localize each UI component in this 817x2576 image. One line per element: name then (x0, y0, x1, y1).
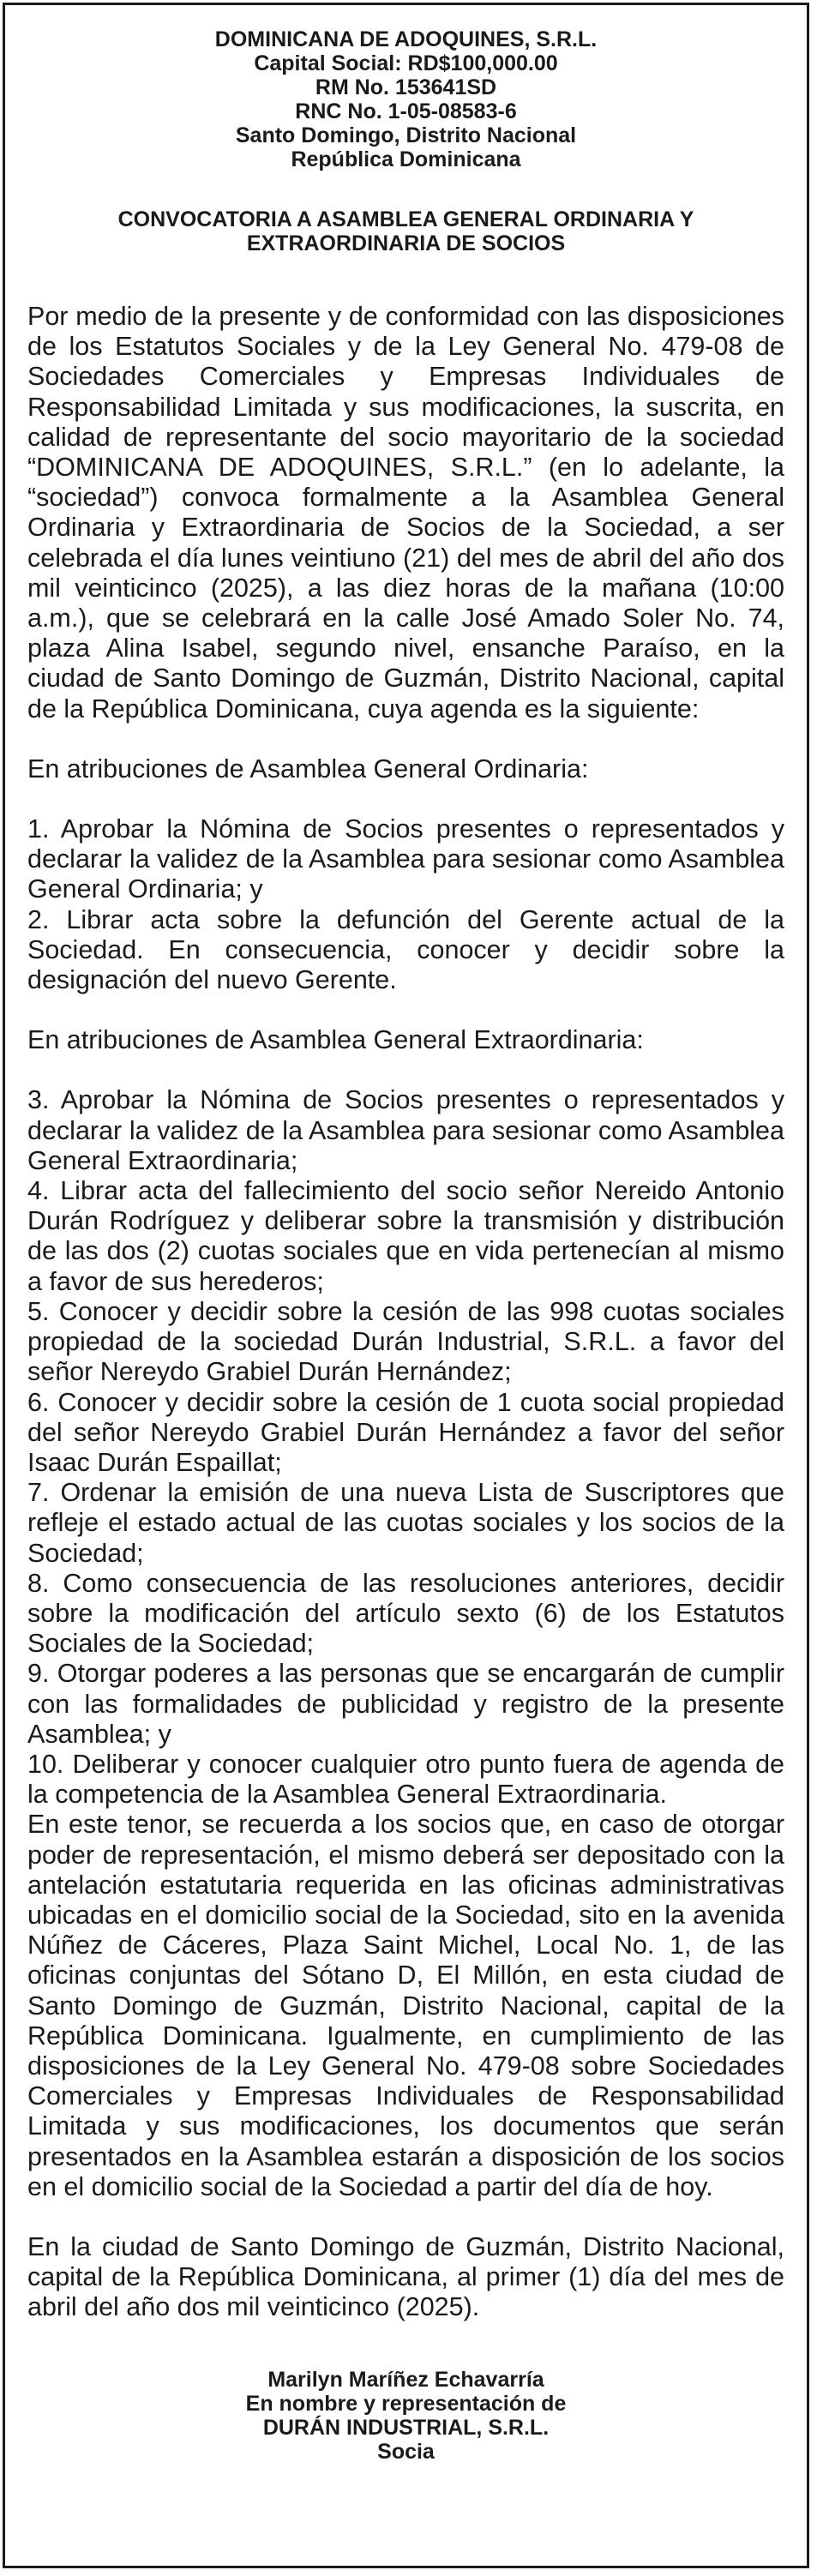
company-name: DOMINICANA DE ADOQUINES, S.R.L. (214, 27, 598, 51)
notice-frame (3, 3, 809, 2568)
signatory-company: DURÁN INDUSTRIAL, S.R.L. (262, 2415, 550, 2440)
agenda-item-3: 3. Aprobar la Nómina de Socios presentes o representados y declarar la validez de la Asamblea para sesionar como Asamblea General Extraordinaria; (27, 1085, 784, 1175)
company-country: República Dominicana (291, 147, 521, 171)
agenda-item-7: 7. Ordenar la emisión de una nueva Lista de Suscriptores que refleje el estado actual de las cuotas sociales y los socios de la Sociedad; (27, 1478, 784, 1568)
rnc-number: RNC No. 1-05-08583-6 (295, 99, 517, 123)
signatory-name: Marilyn Maríñez Echavarría (267, 2367, 544, 2392)
signatory-role: En nombre y representación de (245, 2391, 567, 2416)
agenda-item-4: 4. Librar acta del fallecimiento del socio señor Nereido Antonio Durán Rodríguez y deliberar sobre la transmisión y distribución de las dos (2) cuotas sociales que en vida pertenecían al mismo a favor de sus herederos; (27, 1176, 784, 1296)
notice-content (27, 27, 784, 2464)
closing-paragraph: En la ciudad de Santo Domingo de Guzmán, Distrito Nacional, capital de la República Dominicana, al primer (1) día del mes de abril del año dos mil veinticinco (2025). (27, 2231, 784, 2322)
extraordinary-heading: En atribuciones de Asamblea General Extraordinaria: (27, 1025, 644, 1055)
signatory-title: Socia (377, 2439, 435, 2464)
ordinary-heading: En atribuciones de Asamblea General Ordinaria: (27, 754, 589, 784)
notice-title-line-1: CONVOCATORIA A ASAMBLEA GENERAL ORDINARIA Y (117, 207, 694, 231)
agenda-item-8: 8. Como consecuencia de las resoluciones anteriores, decidir sobre la modificación del artículo sexto (6) de los Estatutos Sociales de la Sociedad; (27, 1568, 784, 1659)
notice-title (27, 207, 784, 255)
notice-body (27, 302, 784, 2323)
rm-number: RM No. 153641SD (315, 75, 497, 99)
agenda-item-1: 1. Aprobar la Nómina de Socios presentes o representados y declarar la validez de la Asamblea para sesionar como Asamblea General Ordinaria; y (27, 814, 784, 904)
representation-notice: En este tenor, se recuerda a los socios que, en caso de otorgar poder de representación, el mismo deberá ser depositado con la antelación estatutaria requerida en las oficinas administrativas ubicadas en el domicilio social de la Sociedad, sito en la avenida Núñez de Cáceres, Plaza Saint Michel, Local No. 1, de las oficinas conjuntas del Sótano D, El Millón, en esta ciudad de Santo Domingo de Guzmán, Distrito Nacional, capital de la República Dominicana. Igualmente, en cumplimiento de las disposiciones de la Ley General No. 479-08 sobre Sociedades Comerciales y Empresas Individuales de Responsabilidad Limitada y sus modificaciones, los documentos que serán presentados en la Asamblea estarán a disposición de los socios en el domicilio social de la Sociedad a partir del día de hoy. (27, 1810, 784, 2201)
agenda-item-9: 9. Otorgar poderes a las personas que se encargarán de cumplir con las formalidades de publicidad y registro de la presente Asamblea; y (27, 1659, 784, 1749)
intro-paragraph: Por medio de la presente y de conformidad con las disposiciones de los Estatutos Sociales y de la Ley General No. 479-08 de Sociedades Comerciales y Empresas Individuales de Responsabilidad Limitada y sus modificaciones, la suscrita, en calidad de representante del socio mayoritario de la sociedad “DOMINICANA DE ADOQUINES, S.R.L.” (en lo adelante, la “sociedad”) convoca formalmente a la Asamblea General Ordinaria y Extraordinaria de Socios de la Sociedad, a ser celebrada el día lunes veintiuno (21) del mes de abril del año dos mil veinticinco (2025), a las diez horas de la mañana (10:00 a.m.), que se celebrará en la calle José Amado Soler No. 74, plaza Alina Isabel, segundo nivel, ensanche Paraíso, en la ciudad de Santo Domingo de Guzmán, Distrito Nacional, capital de la República Dominicana, cuya agenda es la siguiente: (27, 302, 784, 724)
agenda-item-6: 6. Conocer y decidir sobre la cesión de 1 cuota social propiedad del señor Nereydo Grabiel Durán Hernández a favor del señor Isaac Durán Espaillat; (27, 1387, 784, 1477)
capital-social: Capital Social: RD$100,000.00 (254, 51, 558, 75)
company-header (27, 27, 784, 171)
agenda-item-2: 2. Librar acta sobre la defunción del Gerente actual de la Sociedad. En consecuencia, conocer y decidir sobre la designación del nuevo Gerente. (27, 904, 784, 995)
signature-block (27, 2368, 784, 2464)
notice-title-line-2: EXTRAORDINARIA DE SOCIOS (246, 231, 566, 255)
agenda-item-5: 5. Conocer y decidir sobre la cesión de las 998 cuotas sociales propiedad de la sociedad Durán Industrial, S.R.L. a favor del señor Nereydo Grabiel Durán Hernández; (27, 1296, 784, 1387)
agenda-item-10: 10. Deliberar y conocer cualquier otro punto fuera de agenda de la competencia de la Asamblea General Extraordinaria. (27, 1749, 784, 1810)
company-city: Santo Domingo, Distrito Nacional (235, 123, 577, 147)
